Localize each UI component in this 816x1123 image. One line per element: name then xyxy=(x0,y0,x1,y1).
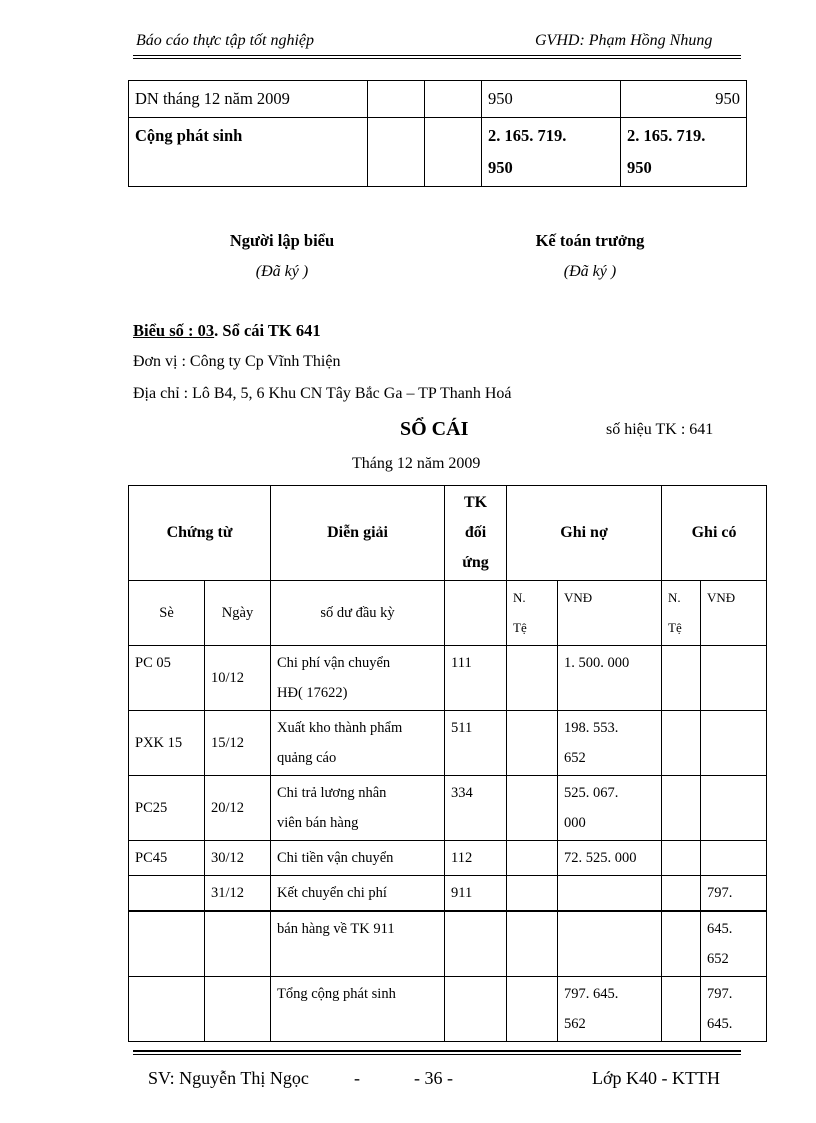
table-row xyxy=(129,841,767,876)
voucher-date: 10/12 xyxy=(205,646,271,711)
credit-foreign-currency: N. Tệ xyxy=(662,581,701,646)
voucher-date: 31/12 xyxy=(205,876,271,912)
description: Kết chuyển chi phí xyxy=(271,876,445,912)
chief-accountant-signed: (Đã ký ) xyxy=(563,263,617,280)
table-row xyxy=(129,977,767,1042)
carryover-table xyxy=(128,80,747,187)
opening-balance: số dư đầu kỳ xyxy=(271,581,445,646)
preparer-title: Người lập biểu xyxy=(229,231,335,250)
credit-vnd: VNĐ xyxy=(701,581,767,646)
period-label: Tháng 12 năm 2009 xyxy=(352,455,481,472)
voucher-no: PC45 xyxy=(129,841,205,876)
contra-account: 911 xyxy=(445,876,507,912)
table-row xyxy=(129,876,767,912)
ledger-title: SỔ CÁI xyxy=(400,418,469,440)
description: bán hàng về TK 911 xyxy=(271,911,445,977)
voucher-no: PC 05 xyxy=(129,646,205,711)
form-label: Biểu số : 03. Sổ cái TK 641 xyxy=(133,321,321,340)
header-row xyxy=(129,486,767,581)
table-row xyxy=(129,81,747,118)
voucher-date: 30/12 xyxy=(205,841,271,876)
col-debit: Ghi nợ xyxy=(507,486,662,581)
contra-account: 511 xyxy=(445,711,507,776)
account-number: số hiệu TK : 641 xyxy=(606,421,714,438)
footer-rule-bottom xyxy=(133,1054,741,1055)
debit-amount: 72. 525. 000 xyxy=(558,841,662,876)
header-rule-top xyxy=(133,55,741,56)
debit-total: 2. 165. 719. 950 xyxy=(482,118,621,187)
description: Chi tiền vận chuyển xyxy=(271,841,445,876)
chief-accountant-title: Kế toán trưởng xyxy=(535,231,645,250)
contra-account: 111 xyxy=(445,646,507,711)
description: Chi trả lương nhân viên bán hàng xyxy=(271,776,445,841)
credit-amount: 797. xyxy=(701,876,767,912)
col-date: Ngày xyxy=(205,581,271,646)
ledger-table xyxy=(128,485,767,1042)
credit-total: 2. 165. 719. 950 xyxy=(621,118,747,187)
voucher-date: 20/12 xyxy=(205,776,271,841)
col-credit: Ghi có xyxy=(662,486,767,581)
header-rule-bottom xyxy=(133,58,741,59)
description: Xuất kho thành phẩm quảng cáo xyxy=(271,711,445,776)
voucher-date: 15/12 xyxy=(205,711,271,776)
debit-vnd: VNĐ xyxy=(558,581,662,646)
subheader-row xyxy=(129,581,767,646)
debit-amount: 198. 553. 652 xyxy=(558,711,662,776)
col-no: Sè xyxy=(129,581,205,646)
header-left: Báo cáo thực tập tốt nghiệp xyxy=(136,32,315,49)
page-number: - 36 - xyxy=(414,1068,453,1088)
row-label: Cộng phát sinh xyxy=(129,118,368,187)
contra-account: 334 xyxy=(445,776,507,841)
table-row xyxy=(129,776,767,841)
debit-foreign-currency: N. Tệ xyxy=(507,581,558,646)
footer-rule-top xyxy=(133,1050,741,1052)
debit-amount: 525. 067. 000 xyxy=(558,776,662,841)
address-line: Địa chỉ : Lô B4, 5, 6 Khu CN Tây Bắc Ga – TP Thanh Hoá xyxy=(133,385,512,402)
student-name: SV: Nguyễn Thị Ngọc xyxy=(148,1068,309,1088)
footer-dash: - xyxy=(354,1068,360,1088)
col-contra-account: TK đối ứng xyxy=(445,486,507,581)
table-row xyxy=(129,646,767,711)
total-credit: 797. 645. xyxy=(701,977,767,1042)
voucher-no: PC25 xyxy=(129,776,205,841)
unit-line: Đơn vị : Công ty Cp Vĩnh Thiện xyxy=(133,353,341,370)
table-row xyxy=(129,711,767,776)
debit-amount: 1. 500. 000 xyxy=(558,646,662,711)
credit-amount: 645. 652 xyxy=(701,911,767,977)
voucher-no: PXK 15 xyxy=(129,711,205,776)
description: Chi phí vận chuyển HĐ( 17622) xyxy=(271,646,445,711)
table-row xyxy=(129,118,747,187)
row-label: DN tháng 12 năm 2009 xyxy=(129,81,368,118)
preparer-signed: (Đã ký ) xyxy=(255,263,309,280)
col-voucher: Chứng từ xyxy=(129,486,271,581)
header-right: GVHD: Phạm Hồng Nhung xyxy=(535,32,713,49)
debit-value: 950 xyxy=(482,81,621,118)
credit-value: 950 xyxy=(621,81,747,118)
col-description: Diễn giải xyxy=(271,486,445,581)
total-label: Tổng cộng phát sinh xyxy=(271,977,445,1042)
total-debit: 797. 645. 562 xyxy=(558,977,662,1042)
class-label: Lớp K40 - KTTH xyxy=(592,1068,720,1088)
contra-account: 112 xyxy=(445,841,507,876)
table-row xyxy=(129,911,767,977)
